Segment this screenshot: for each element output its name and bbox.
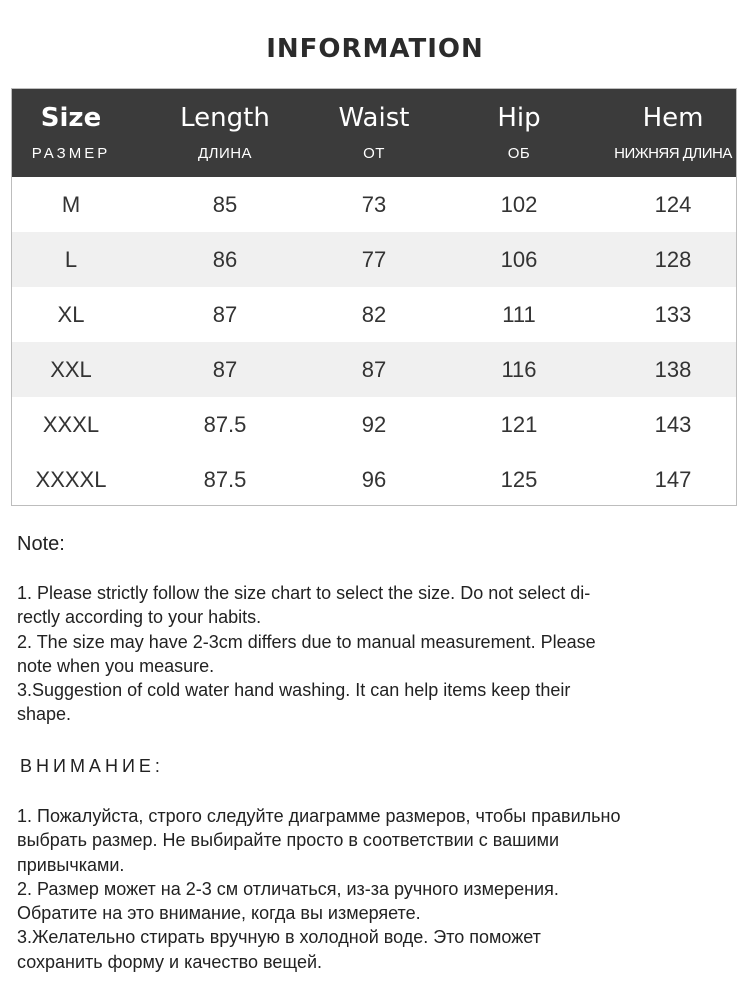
cell-size: XXXXL — [35, 466, 107, 492]
cell-size: XL — [57, 301, 85, 327]
table-row — [12, 177, 736, 232]
header-waist-en: Waist — [338, 103, 410, 133]
table-row — [12, 287, 736, 342]
note-line: 2. The size may have 2-3cm differs due to manual measurement. Please — [17, 631, 596, 652]
cell-waist: 92 — [361, 411, 387, 437]
cell-hip: 121 — [500, 411, 538, 437]
page-title: INFORMATION — [266, 34, 484, 64]
cell-length: 86 — [212, 246, 238, 272]
table-row — [12, 232, 736, 287]
cell-hip: 106 — [500, 246, 538, 272]
cell-waist: 82 — [361, 301, 387, 327]
note-line: Обратите на это внимание, когда вы измеряете. — [17, 903, 421, 924]
table-row — [12, 452, 736, 507]
header-hip — [428, 89, 610, 177]
note-line: shape. — [17, 704, 72, 725]
header-hem-en: Hem — [642, 103, 704, 133]
header-size-ru: РАЗМЕР — [31, 145, 111, 162]
cell-length: 87.5 — [203, 466, 247, 492]
note-line: rectly according to your habits. — [17, 607, 262, 628]
note-line: привычками. — [17, 854, 125, 875]
cell-hem: 147 — [654, 466, 692, 492]
note-heading: Note: — [17, 533, 65, 555]
note-line: 3.Желательно стирать вручную в холодной воде. Это поможет — [17, 927, 541, 948]
header-length-ru: ДЛИНА — [197, 145, 253, 162]
note-line: выбрать размер. Не выбирайте просто в соответствии с вашими — [17, 830, 560, 851]
table-row — [12, 342, 736, 397]
cell-size: L — [64, 246, 78, 272]
cell-hem: 133 — [654, 301, 692, 327]
header-size-en: Size — [40, 103, 102, 133]
cell-size: XXL — [50, 356, 92, 382]
header-waist-ru: ОТ — [363, 145, 385, 162]
cell-waist: 96 — [361, 466, 387, 492]
header-hem-ru: НИЖНЯЯ ДЛИНА — [614, 145, 732, 162]
cell-hip: 111 — [502, 301, 536, 327]
note-line: 2. Размер может на 2-3 см отличаться, из-за ручного измерения. — [17, 878, 559, 899]
cell-length: 85 — [212, 191, 238, 217]
cell-waist: 77 — [361, 246, 387, 272]
cell-waist: 87 — [361, 356, 387, 382]
note-line: note when you measure. — [17, 655, 215, 676]
cell-size: XXXL — [42, 411, 100, 437]
note-en-body — [17, 581, 737, 727]
cell-hem: 128 — [654, 246, 692, 272]
header-size — [12, 89, 130, 177]
header-length — [130, 89, 320, 177]
note-line: 1. Please strictly follow the size chart to select the size. Do not select di- — [17, 583, 591, 603]
note-ru-heading: ВНИМАНИЕ: — [20, 756, 164, 776]
note-line: 1. Пожалуйста, строго следуйте диаграмме размеров, чтобы правильно — [17, 806, 621, 826]
cell-hip: 116 — [501, 356, 537, 382]
cell-hem: 124 — [654, 191, 692, 217]
cell-length: 87.5 — [203, 411, 247, 437]
cell-length: 87 — [212, 356, 238, 382]
note-line: сохранить форму и качество вещей. — [17, 951, 323, 972]
header-hip-ru: ОБ — [507, 145, 531, 162]
cell-hip: 125 — [500, 466, 538, 492]
size-chart-table — [11, 88, 737, 506]
cell-hip: 102 — [500, 191, 538, 217]
header-length-en: Length — [180, 103, 270, 133]
cell-waist: 73 — [361, 191, 387, 217]
cell-hem: 143 — [654, 411, 692, 437]
cell-length: 87 — [212, 301, 238, 327]
cell-hem: 138 — [654, 356, 692, 382]
note-line: 3.Suggestion of cold water hand washing. It can help items keep their — [17, 680, 571, 701]
header-hip-en: Hip — [497, 103, 541, 133]
header-waist — [320, 89, 428, 177]
table-header — [12, 89, 736, 177]
table-row — [12, 397, 736, 452]
note-ru-body — [17, 804, 737, 974]
header-hem — [610, 89, 736, 177]
cell-size: M — [61, 191, 81, 217]
